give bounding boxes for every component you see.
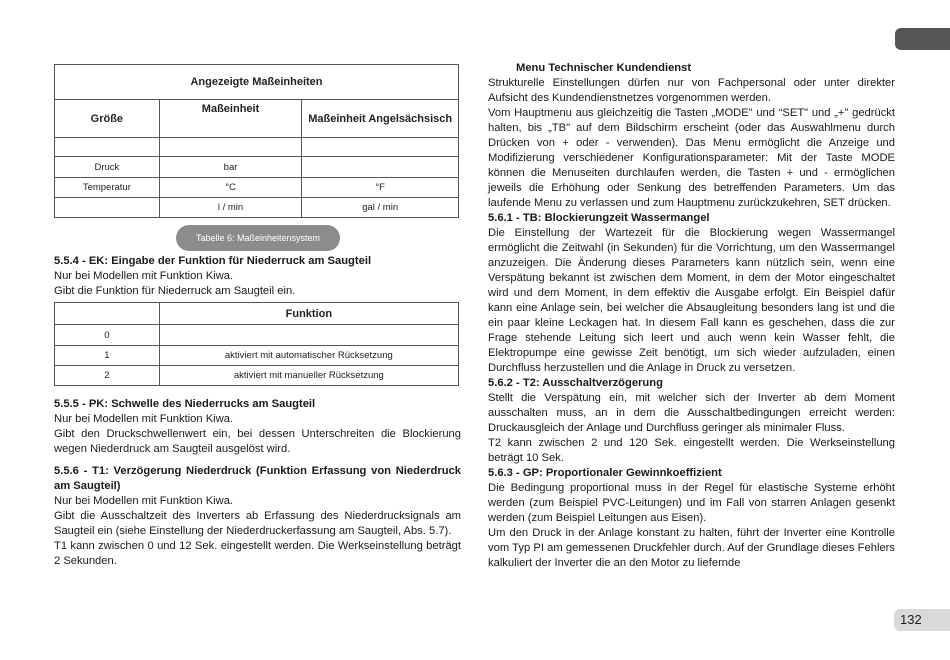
section-heading: 5.6.2 - T2: Ausschaltverzögerung <box>488 377 663 389</box>
units-table <box>54 64 459 218</box>
paragraph: Strukturelle Einstellungen dürfen nur von Fachpersonal oder unter direkter Aufsicht des Kundendienstnetzes vorgenommen werden. <box>488 77 895 104</box>
right-column <box>488 61 895 571</box>
table-cell <box>55 138 160 157</box>
paragraph: Gibt die Ausschaltzeit des Inverters ab Erfassung des Niederdrucksignals am Saugteil ein (siehe Einstellung der Niederdruckerfassung am Saugteil, Abs. 5.7). <box>54 510 461 537</box>
table-cell: aktiviert mit manueller Rücksetzung <box>159 366 458 386</box>
table-cell <box>302 138 459 157</box>
page-number: 132 <box>894 609 950 631</box>
units-header-imperial: Maßeinheit Angelsächsisch <box>302 100 459 138</box>
units-table-title: Angezeigte Maßeinheiten <box>55 65 459 100</box>
table-cell: 0 <box>55 325 160 346</box>
paragraph: Die Bedingung proportional muss in der Regel für elastische Systeme erhöht werden (zum Beispiel PVC-Leitungen) und im Fall von starren Anlagen gesenkt werden (zum Beispiel Leitungen aus Eisen). <box>488 482 895 524</box>
section-heading: 5.6.3 - GP: Proportionaler Gewinnkoeffizient <box>488 467 722 479</box>
chapter-tab-marker <box>895 28 950 50</box>
section-heading: Menu Technischer Kundendienst <box>516 62 692 74</box>
table-cell: 2 <box>55 366 160 386</box>
table-cell <box>159 325 458 346</box>
section-heading: 5.5.6 - T1: Verzögerung Niederdruck (Funktion Erfassung von Niederdruck am Saugteil) <box>54 465 461 492</box>
table-cell: °C <box>159 178 302 198</box>
table-cell <box>159 138 302 157</box>
paragraph: Stellt die Verspätung ein, mit welcher sich der Inverter ab dem Moment ausschalten muss, an in dem die Ausschaltbedingungen erreicht werden: Druckausgleich der Anlage und Durchfluss geringer als minimaler Fluss. <box>488 392 895 434</box>
table-cell: bar <box>159 157 302 178</box>
function-header: Funktion <box>159 303 458 325</box>
paragraph: T2 kann zwischen 2 und 120 Sek. eingestellt werden. Die Werkseinstellung beträgt 10 Sek. <box>488 437 895 464</box>
table-cell <box>302 157 459 178</box>
section-heading: 5.5.4 - EK: Eingabe der Funktion für Niederruck am Saugteil <box>54 255 372 267</box>
table-cell: l / min <box>159 198 302 218</box>
paragraph: Die Einstellung der Wartezeit für die Blockierung wegen Wassermangel ermöglicht die Zeitwahl (in Sekunden) für die Vorrichtung, um den Wassermangel anzuzeigen. Die Änderung dieses Parameters kann nützlich sein, wenn eine Verspätung bekannt ist zwischen dem Moment, in dem der Motor eingeschaltet wird und dem Moment, in dem effektiv die Ausgabe erfolgt. Ein Beispiel dafür kann eine Anlage sein, bei welcher die Absaugleitung besonders lang ist und die ein paar kleine Leckagen hat. In diesem Fall kann es geschehen, dass die zur Frage stehende Leitung sich leert und auch wenn kein Wasser fehlt, die Elektropumpe eine gewisse Zeit benötigt, um sich wieder aufzuladen, einen Durchfluss herzustellen und die Anlage in Druck zu versetzen. <box>488 227 895 374</box>
units-header-unit: Maßeinheit <box>159 100 302 138</box>
paragraph: Nur bei Modellen mit Funktion Kiwa. <box>54 413 234 425</box>
table-cell: °F <box>302 178 459 198</box>
paragraph: Um den Druck in der Anlage konstant zu halten, führt der Inverter eine Kontrolle vom Typ PI am gemessenen Druckfehler durch. Auf der Grundlage dieses Fehlers kalkuliert der Inverter die an den Motor zu liefernde <box>488 527 895 569</box>
table-cell: Temperatur <box>55 178 160 198</box>
units-header-quantity: Größe <box>55 100 160 138</box>
paragraph: Nur bei Modellen mit Funktion Kiwa. <box>54 495 234 507</box>
paragraph: Nur bei Modellen mit Funktion Kiwa. <box>54 270 234 282</box>
paragraph: Gibt die Funktion für Niederruck am Saugteil ein. <box>54 285 296 297</box>
table-cell <box>55 198 160 218</box>
table-cell: aktiviert mit automatischer Rücksetzung <box>159 346 458 366</box>
paragraph: Vom Hauptmenu aus gleichzeitig die Tasten „MODE" und “SET" und „+" gedrückt halten, bis „TB" auf dem Bildschirm erscheint (oder das Auswahlmenu durch Drücken von + oder - verwenden). Das Menu ermöglicht die Anzeige und Modifizierung verschiedener Konfigurationsparameter: Mit der Taste MODE können die Menuseiten durchlaufen werden, die Tasten + und - ermöglichen jeweils die Erhöhung oder Senkung des betreffenden Parameters. Um das laufende Menu zu verlassen und zum Hauptmenu zurückzukehren, SET drücken. <box>488 107 895 209</box>
table-cell: 1 <box>55 346 160 366</box>
table-cell <box>55 303 160 325</box>
table-cell: Druck <box>55 157 160 178</box>
paragraph: T1 kann zwischen 0 und 12 Sek. eingestellt werden. Die Werkseinstellung beträgt 2 Sekunden. <box>54 540 461 567</box>
section-heading: 5.5.5 - PK: Schwelle des Niederrucks am Saugteil <box>54 398 316 410</box>
paragraph: Gibt den Druckschwellenwert ein, bei dessen Unterschreiten die Blockierung wegen Niederdruck am Saugteil ausgelöst wird. <box>54 428 461 455</box>
table-caption: Tabelle 6: Maßeinheitensystem <box>176 225 340 251</box>
function-table <box>54 302 459 386</box>
table-cell: gal / min <box>302 198 459 218</box>
section-heading: 5.6.1 - TB: Blockierungzeit Wassermangel <box>488 212 710 224</box>
